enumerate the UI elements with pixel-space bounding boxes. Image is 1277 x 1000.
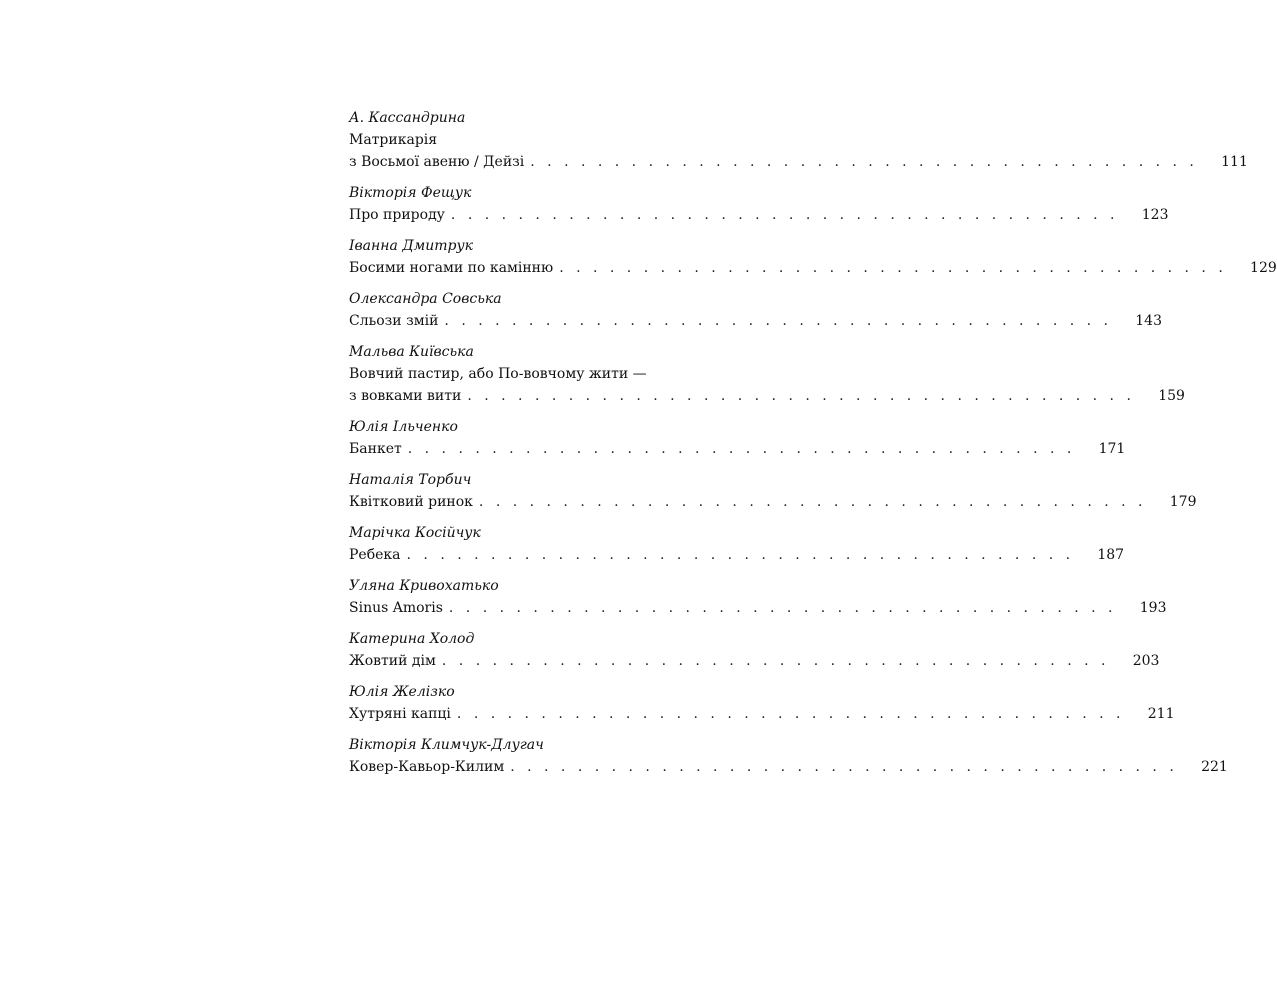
toc-author: Наталія Торбич <box>349 472 472 488</box>
toc-title: Сльози змій <box>349 313 439 329</box>
toc-title: Босими ногами по камінню <box>349 260 554 276</box>
toc-author: Катерина Холод <box>349 631 475 647</box>
toc-author: Юлія Желізко <box>349 684 455 700</box>
toc-leader-dots: . . . . . . . . . . . . . . . . . . . . . . . . . . . . . . . . . . . . . . . . <box>510 759 1178 775</box>
toc-page-number: 171 <box>1098 441 1126 457</box>
toc-title-row <box>349 650 1160 672</box>
toc-entry <box>349 416 1126 460</box>
toc-entry <box>349 182 1169 226</box>
toc-author: Вікторія Климчук-Длугач <box>349 737 544 753</box>
toc-author: Мальва Київська <box>349 344 474 360</box>
toc-page-number: 123 <box>1141 207 1169 223</box>
toc-page-number: 129 <box>1250 260 1277 276</box>
toc-title-row <box>349 257 1277 279</box>
toc-author: А. Кассандрина <box>349 110 466 126</box>
toc-title-row <box>349 597 1167 619</box>
toc-entry <box>349 469 1197 513</box>
toc-title-row <box>349 310 1162 332</box>
toc-title: з Восьмої авеню / Дейзі <box>349 154 525 170</box>
toc-title: Ребека <box>349 547 401 563</box>
toc-entry <box>349 734 1228 778</box>
toc-leader-dots: . . . . . . . . . . . . . . . . . . . . . . . . . . . . . . . . . . . . . . . . <box>467 388 1135 404</box>
toc-title: Квітковий ринок <box>349 494 473 510</box>
toc-title-row <box>349 385 1185 407</box>
toc-page-number: 179 <box>1169 494 1197 510</box>
toc-author: Уляна Кривохатько <box>349 578 499 594</box>
toc-leader-dots: . . . . . . . . . . . . . . . . . . . . . . . . . . . . . . . . . . . . . . . . <box>441 653 1110 669</box>
toc-entry <box>349 235 1277 279</box>
toc-page-number: 193 <box>1139 600 1167 616</box>
toc-author: Марічка Косійчук <box>349 525 481 541</box>
toc-title-line: Вовчий пастир, або По-вовчому жити — <box>349 366 647 382</box>
toc-title-row <box>349 703 1175 725</box>
toc-entry <box>349 107 1248 173</box>
toc-title-row <box>349 544 1125 566</box>
toc-entry <box>349 522 1125 566</box>
toc-leader-dots: . . . . . . . . . . . . . . . . . . . . . . . . . . . . . . . . . . . . . . . . <box>406 547 1075 563</box>
toc-title-line: Матрикарія <box>349 132 438 148</box>
toc-title: Банкет <box>349 441 402 457</box>
toc-title: Про природу <box>349 207 445 223</box>
toc-entry <box>349 288 1162 332</box>
toc-title: з вовками вити <box>349 388 462 404</box>
toc-title: Sinus Amoris <box>349 600 443 616</box>
toc-author: Вікторія Фещук <box>349 185 472 201</box>
toc-entry <box>349 575 1167 619</box>
toc-entry <box>349 628 1160 672</box>
toc-leader-dots: . . . . . . . . . . . . . . . . . . . . . . . . . . . . . . . . . . . . . . . . <box>407 441 1076 457</box>
toc-leader-dots: . . . . . . . . . . . . . . . . . . . . . . . . . . . . . . . . . . . . . . . . <box>559 260 1227 276</box>
toc-leader-dots: . . . . . . . . . . . . . . . . . . . . . . . . . . . . . . . . . . . . . . . . <box>530 154 1198 170</box>
toc-leader-dots: . . . . . . . . . . . . . . . . . . . . . . . . . . . . . . . . . . . . . . . . <box>444 313 1112 329</box>
toc-entry <box>349 341 1185 407</box>
toc-leader-dots: . . . . . . . . . . . . . . . . . . . . . . . . . . . . . . . . . . . . . . . . <box>478 494 1147 510</box>
toc-author: Юлія Ільченко <box>349 419 458 435</box>
toc-title-row <box>349 491 1197 513</box>
toc-title: Ковер-Кавьор-Килим <box>349 759 505 775</box>
toc-page-number: 143 <box>1135 313 1162 329</box>
toc-page-number: 159 <box>1158 388 1185 404</box>
toc-author: Олександра Совська <box>349 291 502 307</box>
toc-title-row <box>349 204 1169 226</box>
toc-leader-dots: . . . . . . . . . . . . . . . . . . . . . . . . . . . . . . . . . . . . . . . . <box>450 207 1119 223</box>
toc-title: Хутряні капці <box>349 706 451 722</box>
toc-title-row <box>349 151 1248 173</box>
table-of-contents <box>349 107 1277 787</box>
toc-author: Іванна Дмитрук <box>349 238 473 254</box>
toc-entry <box>349 681 1175 725</box>
toc-title-row <box>349 438 1126 460</box>
toc-page-number: 203 <box>1132 653 1160 669</box>
toc-leader-dots: . . . . . . . . . . . . . . . . . . . . . . . . . . . . . . . . . . . . . . . . <box>448 600 1117 616</box>
toc-page-number: 111 <box>1221 154 1248 170</box>
toc-title: Жовтий дім <box>349 653 436 669</box>
toc-leader-dots: . . . . . . . . . . . . . . . . . . . . . . . . . . . . . . . . . . . . . . . . <box>456 706 1125 722</box>
toc-page-number: 211 <box>1147 706 1175 722</box>
toc-title-row <box>349 756 1228 778</box>
toc-page-number: 221 <box>1201 759 1228 775</box>
toc-page-number: 187 <box>1097 547 1125 563</box>
